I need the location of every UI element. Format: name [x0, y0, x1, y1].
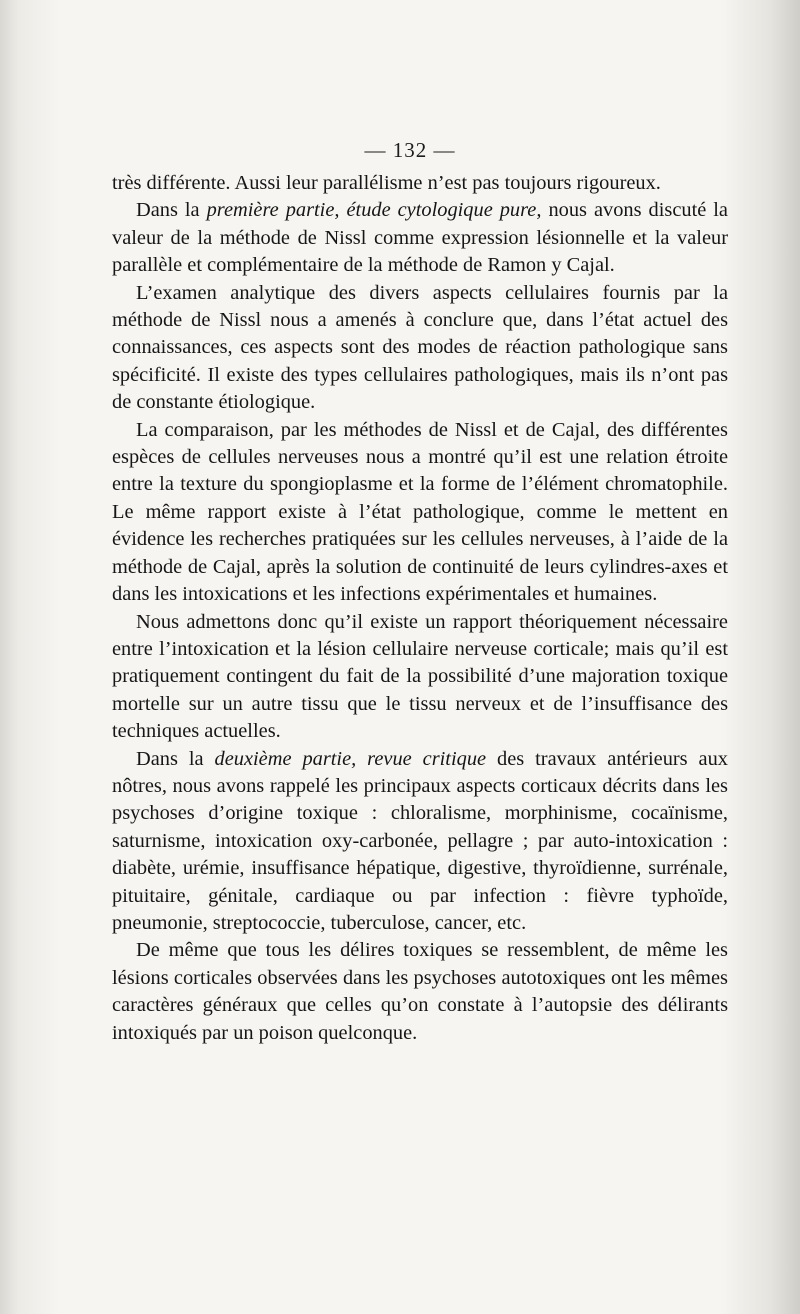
paragraph-6-lead: Dans la: [136, 747, 215, 770]
paragraph-4: La comparaison, par les méthodes de Nissl et de Cajal, des différentes espèces de cellules nerveuses nous a montré qu’il est une relation étroite entre la texture du spongioplasme et la forme de l’élément chromatophile. Le même rapport existe à l’état pathologique, comme le mettent en évidence les recherches pratiquées sur les cellules nerveuses, à l’aide de la méthode de Cajal, après la solution de continuité de leurs cylindres-axes et dans les intoxications et les infections expérimentales et humaines.: [112, 418, 728, 606]
paragraph-7: De même que tous les délires toxiques se ressemblent, de même les lésions corticales observées dans les psychoses autotoxiques ont les mêmes caractères généraux que celles qu’on constate à l’autopsie des délirants intoxiqués par un poison quelconque.: [112, 939, 728, 1044]
paragraph-6-rest: des travaux antérieurs aux nôtres, nous avons rappelé les principaux aspects corticaux décrits dans les psychoses d’origine toxique : chloralisme, morphinisme, cocaïnisme, saturnisme, intoxication oxy-carbonée, pellagre ; par auto-intoxication : diabète, urémie, insuffisance hépatique, digestive, thyroïdienne, surrénale, pituitaire, génitale, cardiaque ou par infection : fièvre typhoïde, pneumonie, streptococcie, tuberculose, cancer, etc.: [112, 747, 728, 934]
paragraph-6-italic: deuxième partie, revue critique: [214, 747, 487, 770]
paragraph-2: [112, 197, 728, 279]
paragraph-6: [112, 746, 728, 938]
body-text: [112, 170, 728, 1047]
paragraph-1: très différente. Aussi leur parallélisme n’est pas toujours rigoureux.: [112, 172, 661, 194]
paragraph-2-italic: première partie, étude cytologique pure,: [206, 199, 542, 222]
paragraph-2-rest: nous avons discuté la valeur de la méthode de Nissl comme expression lésionnelle et la valeur parallèle et complémentaire de la méthode de Ramon y Cajal.: [112, 199, 728, 277]
paragraph-2-lead: Dans la: [136, 199, 207, 222]
page-number: — 132 —: [364, 138, 456, 162]
paragraph-3: L’examen analytique des divers aspects cellulaires fournis par la méthode de Nissl nous a amenés à conclure que, dans l’état actuel des connaissances, ces aspects sont des modes de réaction pathologique sans spécificité. Il existe des types cellulaires pathologiques, mais ils n’ont pas de constante étiologique.: [112, 281, 728, 414]
paragraph-5: Nous admettons donc qu’il existe un rapport théoriquement nécessaire entre l’intoxication et la lésion cellulaire nerveuse corticale; mais qu’il est pratiquement contingent du fait de la possibilité d’une majoration toxique mortelle sur un autre tissu que le tissu nerveux et de l’insuffisance des techniques actuelles.: [112, 610, 728, 743]
